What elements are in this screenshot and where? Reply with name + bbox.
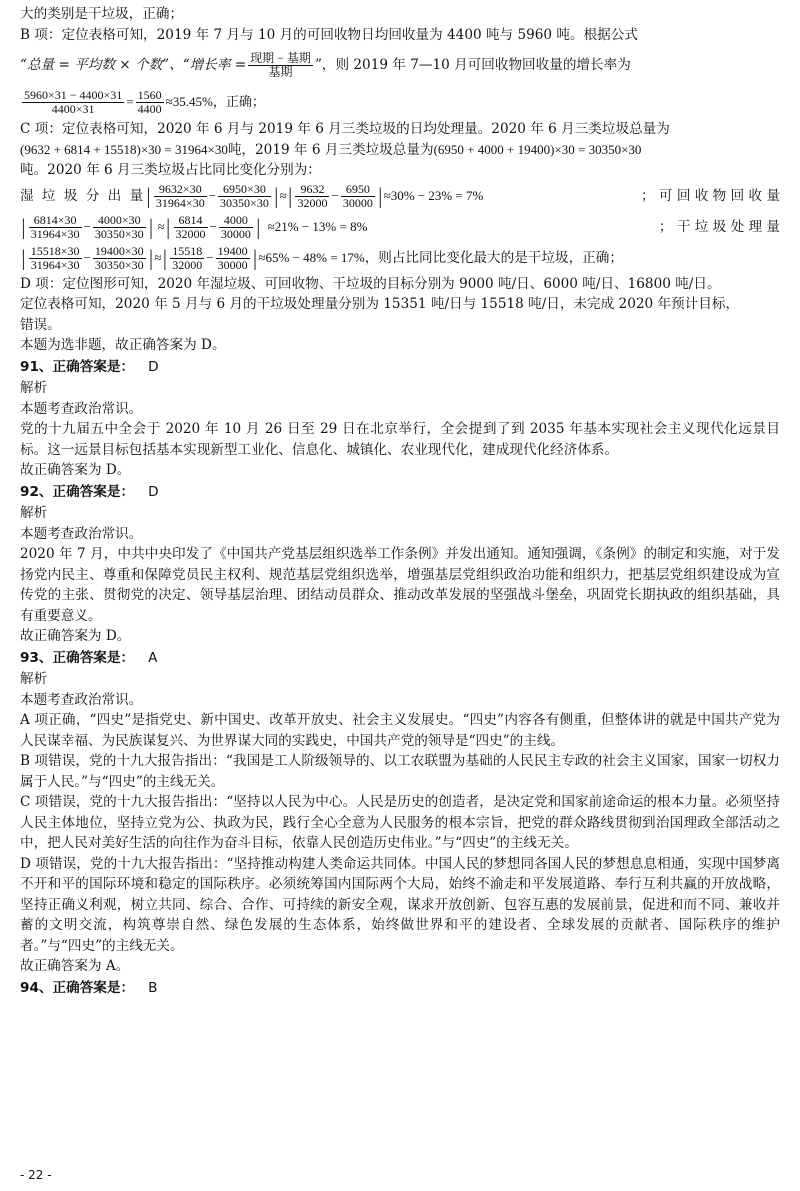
- formula-tail: ”，则 2019 年 7—10 月可回收物回收量的增长率为: [314, 56, 631, 73]
- calc-fraction: [136, 89, 164, 116]
- calc-fraction: $\frac{15518}{32000}$: [172, 243, 203, 272]
- row-tail: ； 干 垃 圾 处 理 量: [658, 218, 780, 235]
- calc-result: ≈35.45%，正确；: [165, 93, 265, 109]
- wet-garbage-calc: 湿 垃 圾 分 出 量 | $\frac{9632\times 30}{31964\times 30}$ − $\frac{6950\times 30}{30350\times 30}$ | ≈ | $\frac{9632}{32000}$ − $\frac{6950}{30000}$ | ≈30% − 23% = 7% ； 可 回 收 物 回 收 量: [20, 181, 780, 210]
- row-label: 湿 垃 圾 分 出 量: [20, 187, 146, 204]
- fraction-numerator: 现期 − 基期: [250, 50, 311, 65]
- question-conclusion: 故正确答案为 A。: [20, 958, 130, 974]
- total-2019: (6950 + 4000 + 19400)×30 = 30350×30: [433, 141, 642, 157]
- analysis-topic: 本题考查政治常识。: [20, 400, 143, 417]
- calc-fraction: [22, 89, 124, 116]
- calc-fraction: $\frac{9632\times 30}{31964\times 30}$: [155, 181, 205, 210]
- calc-fraction: $\frac{6814}{32000}$: [175, 212, 206, 241]
- recyclables-calc: | $\frac{6814\times 30}{31964\times 30}$ − $\frac{4000\times 30}{30350\times 30}$ | ≈ | $\frac{6814}{32000}$ − $\frac{4000}{30000}$ | ≈21% − 13% = 8% ； 干 垃 圾 处 理 量: [20, 212, 780, 241]
- option-c-text: C 项：定位表格可知，2020 年 6 月与 2019 年 6 月三类垃圾的日均处理量。2020 年 6 月三类垃圾总量为: [20, 121, 670, 137]
- analysis-body: 2020 年 7 月，中共中央印发了《中国共产党基层组织选举工作条例》并发出通知。通知强调，《条例》的制定和实施，对于发扬党内民主、尊重和保障党员民主权利、规范基层党组织选举，增强基层党组织政治功能和组织力，把基层党组织建设成为宣传党的主张、贯彻党的决定、领导基层治理、团结动员群众、推动改革发展的坚强战斗堡垒，巩固党长期执政的组织基础，具有重要意义。: [20, 546, 780, 624]
- analysis-label: 解析: [20, 380, 48, 396]
- option-b-calc: $\frac{5960\times 31 - 4400\times 31}{4400\times 31}$ = $\frac{1560}{4400}$ ≈35.45%，正确；: [24, 87, 265, 116]
- option-a-text: A 项正确，“四史”是指党史、新中国史、改革开放史、社会主义发展史。“四史”内容各有侧重，但整体讲的就是中国共产党为人民谋幸福、为民族谋复兴、为世界谋大同的实践史，中国共产党的领导是“四史”的主线。: [20, 712, 780, 749]
- row-tail: ； 可 回 收 物 回 收 量: [641, 187, 780, 204]
- total-2020: (9632 + 6814 + 15518)×30 = 31964×30: [20, 141, 228, 157]
- analysis-label: 解析: [20, 505, 48, 521]
- document-page: [20, 4, 780, 999]
- option-d-text: D 项错误，党的十九大报告指出：“坚持推动构建人类命运共同体。中国人民的梦想同各国人民的梦想息息相通，实现中国梦离不开和平的国际环境和稳定的国际秩序。必须统筹国内国际两个大局，始终不渝走和平发展道路、奉行互利共赢的开放战略，坚持正确义利观，树立共同、综合、合作、可持续的新安全观，谋求开放创新、包容互惠的发展前景，促进和而不同、兼收并蓄的文明交流，构筑尊崇自然、绿色发展的生态体系，始终做世界和平的建设者、全球发展的贡献者、国际秩序的维护者。”与“四史”的主线无关。: [20, 855, 780, 954]
- answer-letter: B: [148, 979, 158, 996]
- question-conclusion: 故正确答案为 D。: [20, 462, 131, 478]
- fraction-denominator: 基期: [268, 64, 293, 79]
- option-b-text: B 项错误，党的十九大报告指出：“我国是工人阶级领导的、以工农联盟为基础的人民民主专政的社会主义国家，国家一切权力属于人民。”与“四史”的主线无关。: [20, 753, 780, 790]
- calc-fraction: $\frac{6950}{30000}$: [342, 181, 373, 210]
- option-c-text: C 项错误，党的十九大报告指出：“坚持以人民为中心。人民是历史的创造者，是决定党和国家前途命运的根本力量。必须坚持人民主体地位，坚持立党为公、执政为民，践行全心全意为人民服务的根本宗旨，把党的群众路线贯彻到治国理政全部活动之中，把人民对美好生活的向往作为奋斗目标，依靠人民创造历史伟业。”与“四史”的主线无关。: [20, 794, 780, 851]
- row-tail: ，则占比同比变化最大的是干垃圾，正确；: [364, 249, 623, 266]
- calc-fraction: $\frac{6814\times 30}{31964\times 30}$: [30, 212, 80, 241]
- question-conclusion: 故正确答案为 D。: [20, 628, 131, 644]
- fraction-denominator: 4400×31: [51, 101, 95, 116]
- dry-garbage-calc: | $\frac{15518\times 30}{31964\times 30}$ − $\frac{19400\times 30}{30350\times 30}$ | ≈ | $\frac{15518}{32000}$ − $\frac{19400}{30000}$ | ≈65% − 48% = 17% ，则占比同比变化最大的是干垃圾，正确；: [20, 243, 623, 272]
- answer-letter: D: [148, 358, 159, 375]
- option-d-text: D 项：定位图形可知，2020 年湿垃圾、可回收物、干垃圾的目标分别为 9000 吨/日、6000 吨/日、16800 吨/日。: [20, 275, 721, 292]
- calc-fraction: $\frac{6950\times 30}{30350\times 30}$: [220, 181, 269, 210]
- calc-fraction: $\frac{4000\times 30}{30350\times 30}$: [94, 212, 144, 241]
- page-number: - 22 -: [20, 1167, 52, 1182]
- fraction-numerator: 1560: [137, 87, 162, 102]
- growth-formula-line: [20, 45, 780, 85]
- option-c-totals: [20, 140, 780, 161]
- calc-fraction: $\frac{19400}{30000}$: [217, 243, 248, 272]
- calc-result: ≈65% − 48% = 17%: [258, 249, 365, 265]
- question-header: 91、正确答案是： D: [20, 358, 159, 375]
- calc-fraction: $\frac{19400\times 30}{30350\times 30}$: [94, 243, 144, 272]
- answer-letter: D: [148, 483, 159, 500]
- analysis-label: 解析: [20, 671, 48, 687]
- total-text: 吨，2019 年 6 月三类垃圾总量为: [227, 141, 434, 158]
- growth-rate-fraction: [248, 52, 313, 79]
- analysis-body: 党的十九届五中全会于 2020 年 10 月 26 日至 29 日在北京举行，全会提到了到 2035 年基本实现社会主义现代化远景目标。这一远景目标包括基本实现新型工业化、信息化、城镇化、农业现代化，建成现代化经济体系。: [20, 421, 780, 458]
- option-b-text: B 项：定位表格可知，2019 年 7 月与 10 月的可回收物日均回收量为 4400 吨与 5960 吨。根据公式: [20, 26, 638, 43]
- analysis-topic: 本题考查政治常识。: [20, 691, 143, 708]
- question-header: 92、正确答案是： D: [20, 483, 159, 500]
- option-c-change-intro: 吨。2020 年 6 月三类垃圾占比同比变化分别为：: [20, 162, 321, 178]
- calc-fraction: $\frac{9632}{32000}$: [297, 181, 328, 210]
- answer-letter: A: [148, 649, 158, 666]
- question-conclusion: 本题为选非题，故正确答案为 D。: [20, 337, 226, 353]
- calc-fraction: $\frac{4000}{30000}$: [220, 212, 251, 241]
- calc-result: ≈30% − 23% = 7%: [383, 187, 484, 203]
- question-header: 93、正确答案是： A: [20, 649, 158, 666]
- option-d-text: 定位表格可知，2020 年 5 月与 6 月的干垃圾处理量分别为 15351 吨/日与 15518 吨/日，未完成 2020 年预计目标，: [20, 296, 740, 312]
- fraction-numerator: 5960×31 − 4400×31: [24, 87, 123, 102]
- intro-line: 大的类别是干垃圾，正确；: [20, 6, 184, 22]
- formula-prefix: “总量 = 平均数 × 个数”、“增长率 =: [20, 56, 247, 73]
- fraction-denominator: 4400: [137, 101, 162, 116]
- option-d-text: 错误。: [20, 316, 61, 333]
- question-header: 94、正确答案是： B: [20, 979, 158, 996]
- calc-result: ≈21% − 13% = 8%: [267, 218, 368, 234]
- analysis-topic: 本题考查政治常识。: [20, 525, 143, 542]
- calc-fraction: $\frac{15518\times 30}{31964\times 30}$: [30, 243, 80, 272]
